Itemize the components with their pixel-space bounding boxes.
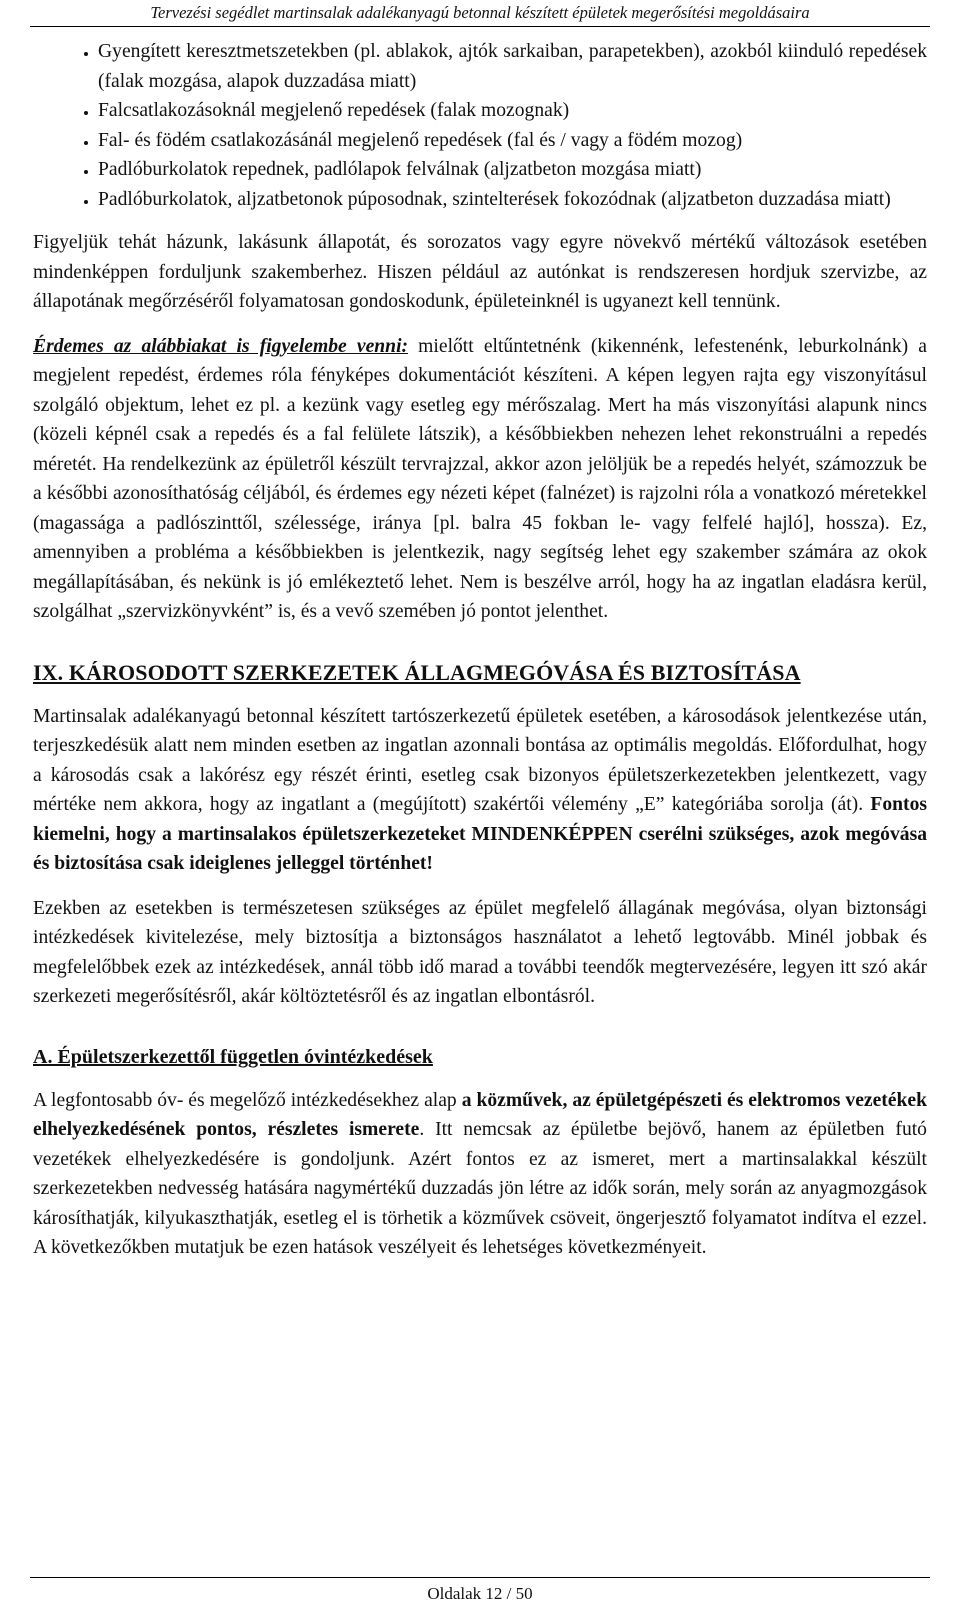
list-item: • Padlóburkolatok, aljzatbetonok púposodnak, szintelterések fokozódnak (aljzatbeton duzzadása miatt) — [98, 185, 927, 215]
list-item: • Falcsatlakozásoknál megjelenő repedések (falak mozognak) — [98, 96, 927, 126]
list-item: • Gyengített keresztmetszetekben (pl. ablakok, ajtók sarkaiban, parapetekben), azokból kiinduló repedések (falak mozgása, alapok duzzadása miatt) — [98, 37, 927, 96]
list-item: • Padlóburkolatok repednek, padlólapok felválnak (aljzatbeton mozgása miatt) — [98, 155, 927, 185]
paragraph-text: mielőtt eltűntetnénk (kikennénk, lefestenénk, leburkolnánk) a megjelent repedést, érdemes róla fényképes dokumentációt készíteni. A képen legyen rajta egy viszonyításul szolgáló objektum, lehet ez pl. a kezünk vagy esetleg egy mérőszalag. Mert ha más viszonyítási alapunk nincs (közeli képnél csak a repedés és a fal felülete látszik), a későbbiekben nehezen lehet rekonstruálni a repedés méretét. Ha rendelkezünk az épületről készült tervrajzzal, akkor azon jelöljük be a repedés helyét, számozzuk be a későbbi azonosíthatóság céljából, és érdemes egy nézeti képet (falnézet) is rajzolni róla a vonatkozó méretekkel (magassága a padlószinttől, szélessége, iránya [pl. balra 45 fokban le- vagy felfelé hajló], hossza). Ez, amennyiben a probléma a későbbiekben is jelentkezik, nagy segítség lehet egy szakember számára az okok megállapításában, és nekünk is jó emlékeztető lehet. Nem is beszélve arról, hogy ha az ingatlan eladásra kerül, szolgálhat „szervizkönyvként” is, és a vevő szemében jó pontot jelenthet. — [33, 335, 927, 622]
subsection-heading: A. Épületszerkezettől független óvintézkedések — [33, 1045, 433, 1068]
crack-symptom-list — [33, 37, 927, 214]
running-header: Tervezési segédlet martinsalak adalékanyagú betonnal készített épületek megerősítési megoldásaira — [150, 3, 810, 22]
bold-emphasis: Fontos kiemelni, hogy a martinsalakos épületszerkezeteket MINDENKÉPPEN cserélni szükséges, azok megóvása és biztosítása csak ideiglenes jelleggel történhet! — [33, 794, 927, 874]
paragraph-documentation — [33, 332, 927, 627]
page-number: Oldalak 12 / 50 — [427, 1584, 533, 1603]
page-body — [33, 37, 927, 1263]
footer-rule — [30, 1577, 930, 1578]
paragraph-monitoring: Figyeljük tehát házunk, lakásunk állapotát, és sorozatos vagy egyre növekvő mértékű változások esetében mindenképpen forduljunk szakemberhez. Hiszen például az autónkat is rendszeresen hordjuk szervizbe, az állapotának megőrzéséről folyamatosan gondoskodunk, épületeinknél is ugyanezt kell tennünk. — [33, 232, 927, 312]
section-heading: IX. KÁROSODOTT SZERKEZETEK ÁLLAGMEGÓVÁSA ÉS BIZTOSÍTÁSA — [33, 659, 801, 685]
paragraph-text: . Itt nemcsak az épületbe bejövő, hanem az épületben futó vezetékek elhelyezkedésére is gondoljunk. Azért fontos ez az ismeret, mert a martinsalakkal készült szerkezetekben nedvesség hatására nagymértékű duzzadás jön létre az idők során, mely során az anyagmozgások károsíthatják, kilyukaszthatják, esetleg el is törhetik a közművek csöveit, öngerjesztő folyamatot indítva el ezzel. A következőkben mutatjuk be ezen hatások veszélyeit és lehetséges következményeit. — [33, 1119, 927, 1258]
paragraph-text: Martinsalak adalékanyagú betonnal készített tartószerkezetű épületek esetében, a károsodások jelentkezése után, terjeszkedésük alatt nem minden esetben az ingatlan azonnali bontása az optimális megoldás. Előfordulhat, hogy a károsodás csak a lakórész egy részét érinti, esetleg csak bizonyos épületszerkezetekben jelentkezett, vagy mértéke nem akkora, hogy az ingatlant a (megújított) szakértői vélemény „E” kategóriába sorolja (át). — [33, 705, 927, 815]
paragraph-safety-measures: Ezekben az esetekben is természetesen szükséges az épület megfelelő állagának megóvása, olyan biztonsági intézkedések kivitelezése, mely biztosítja a biztonságos használatot a lehető legtovább. Minél jobbak és megfelelőbbek ezek az intézkedések, annál több idő marad a további teendők megtervezésére, legyen itt szó akár szerkezeti megerősítésről, akár költöztetésről és az ingatlan elbontásról. — [33, 897, 927, 1007]
paragraph-text: A legfontosabb óv- és megelőző intézkedésekhez alap — [33, 1089, 462, 1111]
paragraph-section-intro — [33, 702, 927, 879]
emphasis-lead: Érdemes az alábbiakat is figyelembe venni: — [33, 335, 409, 357]
paragraph-utilities — [33, 1086, 927, 1263]
list-item: • Fal- és födém csatlakozásánál megjelenő repedések (fal és / vagy a födém mozog) — [98, 126, 927, 156]
bold-emphasis: a közművek, az épületgépészeti és elektromos vezetékek elhelyezkedésének pontos, részletes ismerete — [33, 1089, 927, 1140]
header-rule — [30, 26, 930, 27]
